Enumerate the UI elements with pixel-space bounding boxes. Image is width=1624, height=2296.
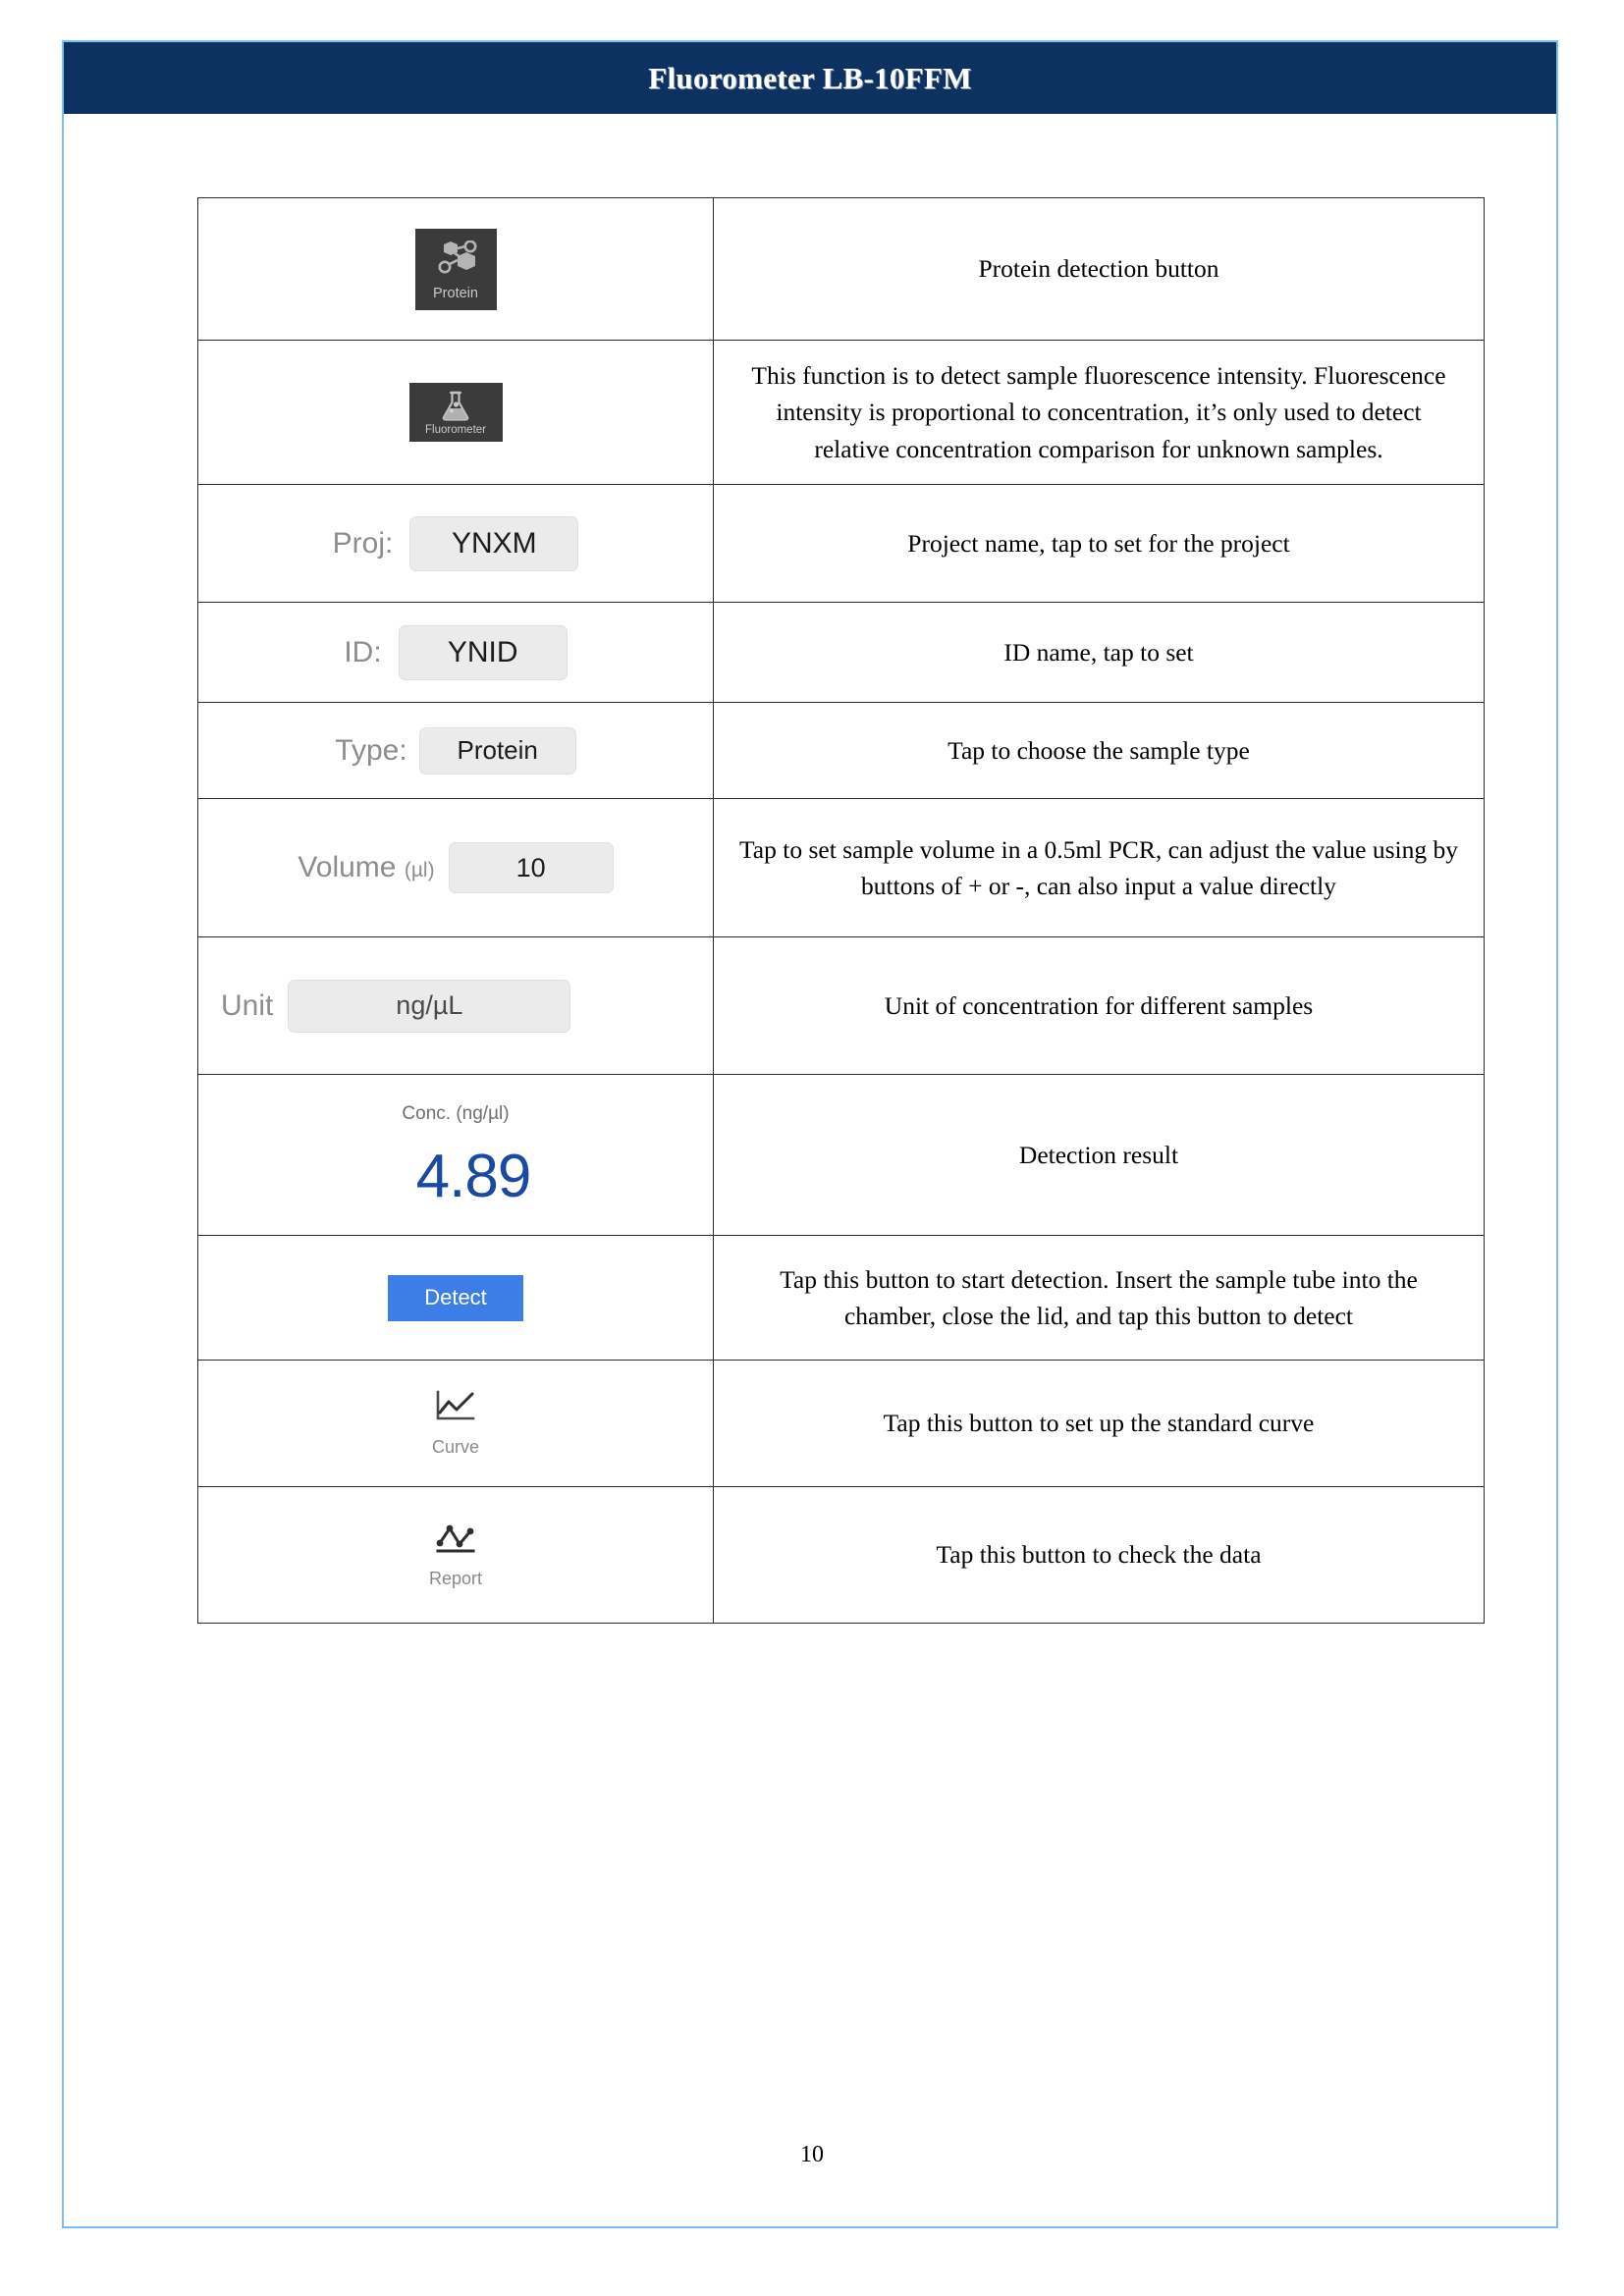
description-cell: ID name, tap to set bbox=[714, 603, 1485, 703]
description-cell: Tap to set sample volume in a 0.5ml PCR, can adjust the value using by buttons of + or -, can also input a value directly bbox=[714, 799, 1485, 937]
ui-preview-cell bbox=[198, 937, 714, 1075]
proj-field-label: Proj: bbox=[332, 526, 394, 560]
description-cell: Tap this button to check the data bbox=[714, 1487, 1485, 1624]
description-cell: Unit of concentration for different samples bbox=[714, 937, 1485, 1075]
volume-unit-text: (µl) bbox=[404, 859, 435, 881]
description-cell: Project name, tap to set for the project bbox=[714, 485, 1485, 603]
description-cell: Tap this button to set up the standard curve bbox=[714, 1361, 1485, 1487]
protein-detection-button[interactable] bbox=[415, 229, 497, 310]
data-points-icon bbox=[435, 1522, 476, 1555]
nav-button-label: Report bbox=[428, 1568, 483, 1588]
table-row bbox=[198, 1361, 1485, 1487]
ui-preview-cell bbox=[198, 198, 714, 341]
type-value-field[interactable]: Protein bbox=[419, 727, 576, 774]
table-row bbox=[198, 1075, 1485, 1236]
ui-preview-cell bbox=[198, 1075, 714, 1236]
table-row bbox=[198, 603, 1485, 703]
unit-value-field[interactable]: ng/µL bbox=[288, 980, 570, 1033]
description-cell: Tap to choose the sample type bbox=[714, 703, 1485, 799]
page-number: 10 bbox=[800, 2142, 824, 2167]
table-row bbox=[198, 485, 1485, 603]
description-cell: Tap this button to start detection. Insert the sample tube into the chamber, close the lid, and tap this button to detect bbox=[714, 1236, 1485, 1361]
type-field-label: Type: bbox=[335, 733, 407, 767]
volume-value-field[interactable]: 10 bbox=[449, 842, 614, 893]
ui-preview-cell bbox=[198, 485, 714, 603]
concentration-value: 4.89 bbox=[415, 1142, 531, 1210]
ui-preview-cell bbox=[198, 1487, 714, 1624]
table-row bbox=[198, 703, 1485, 799]
app-tile-label: Protein bbox=[433, 286, 478, 302]
table-row bbox=[198, 1487, 1485, 1624]
ui-reference-table bbox=[197, 197, 1485, 1624]
flask-icon bbox=[439, 391, 472, 423]
ui-preview-cell bbox=[198, 799, 714, 937]
ui-preview-cell bbox=[198, 1361, 714, 1487]
ui-preview-cell bbox=[198, 341, 714, 485]
line-chart-icon bbox=[435, 1390, 476, 1423]
proj-value-field[interactable]: YNXM bbox=[409, 516, 578, 571]
unit-field-label: Unit bbox=[221, 988, 274, 1022]
app-tile-label: Fluorometer bbox=[425, 423, 486, 436]
ui-preview-cell bbox=[198, 603, 714, 703]
volume-label-text: Volume bbox=[298, 851, 397, 883]
description-cell: This function is to detect sample fluorescence intensity. Fluorescence intensity is proportional to concentration, it’s only used to detect relative concentration comparison for unknown samples. bbox=[714, 341, 1485, 485]
ui-preview-cell bbox=[198, 703, 714, 799]
report-button[interactable] bbox=[429, 1522, 482, 1589]
protein-molecule-icon bbox=[433, 240, 478, 284]
document-header-bar bbox=[64, 42, 1556, 114]
detect-button[interactable]: Detect bbox=[388, 1275, 523, 1321]
ui-preview-cell bbox=[198, 1236, 714, 1361]
table-row bbox=[198, 1236, 1485, 1361]
id-value-field[interactable]: YNID bbox=[399, 625, 568, 680]
concentration-label: Conc. (ng/µl) bbox=[402, 1102, 510, 1124]
nav-button-label: Curve bbox=[431, 1436, 479, 1457]
table-row bbox=[198, 799, 1485, 937]
table-row bbox=[198, 341, 1485, 485]
volume-field-label bbox=[298, 851, 434, 884]
fluorometer-button[interactable] bbox=[409, 383, 503, 442]
table-row bbox=[198, 937, 1485, 1075]
page-title: Fluorometer LB-10FFM bbox=[648, 60, 972, 95]
id-field-label: ID: bbox=[344, 635, 382, 668]
table-row bbox=[198, 198, 1485, 341]
curve-button[interactable] bbox=[432, 1390, 479, 1458]
description-cell: Protein detection button bbox=[714, 198, 1485, 341]
description-cell: Detection result bbox=[714, 1075, 1485, 1236]
